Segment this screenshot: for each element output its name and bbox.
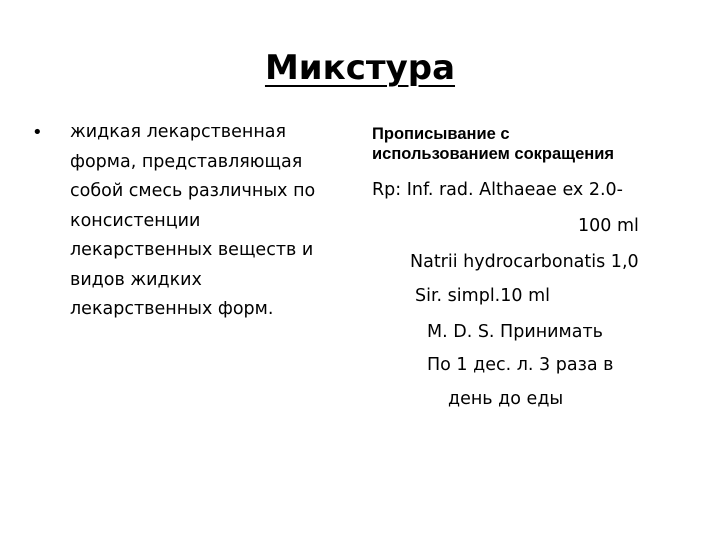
bullet-marker: • — [32, 122, 43, 143]
prescription-line-timing: день до еды — [448, 389, 564, 409]
slide-title-text: Микстура — [264, 48, 456, 88]
prescription-header: Прописывание с использованием сокращения — [372, 125, 615, 163]
slide-title — [0, 44, 720, 92]
prescription-line-dosage: По 1 дес. л. 3 раза в — [427, 355, 614, 375]
prescription-line-signa: M. D. S. Принимать — [427, 322, 603, 342]
prescription-line-volume: 100 ml — [578, 216, 639, 236]
prescription-line-recipe: Rp: Inf. rad. Althaeae ex 2.0- — [372, 180, 623, 200]
definition-text: жидкая лекарственная форма, представляющая собой смесь различных по консистенции лекарственных веществ и видов жидких лекарственных форм. — [70, 122, 316, 319]
definition-list — [30, 118, 350, 325]
prescription-block — [372, 124, 712, 164]
definition-item — [30, 118, 350, 325]
prescription-line-syrup: Sir. simpl.10 ml — [415, 286, 550, 306]
prescription-line-ingredient: Natrii hydrocarbonatis 1,0 — [410, 252, 639, 272]
